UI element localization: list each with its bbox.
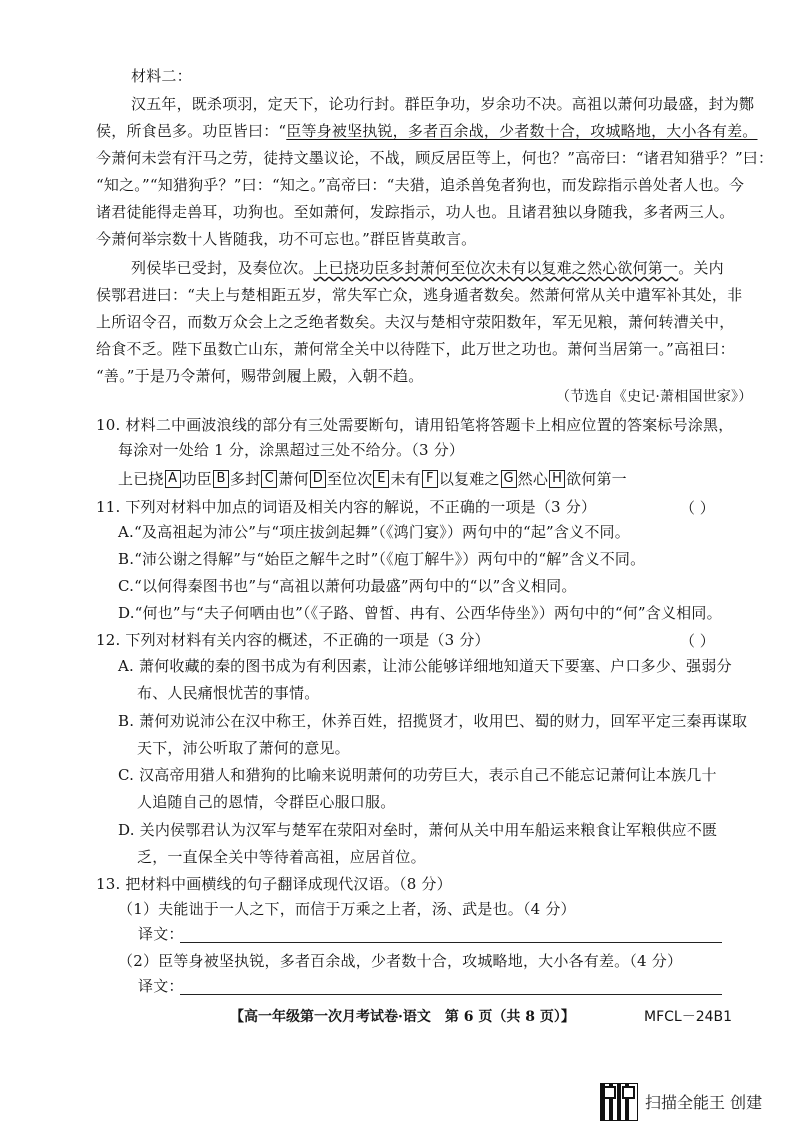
passage-line: 汉五年，既杀项羽，定天下，论功行封。群臣争功，岁余功不决。高祖以萧何功最盛，封为酂 [131,95,755,113]
passage-line: 侯鄂君进曰：“夫上与楚相距五岁，常失军亡众，逃身遁者数矣。然萧何常从关中遣军补其处，非 [96,286,743,304]
q12-option-cont: 乏，一直保全关中等待着高祖，应居首位。 [137,848,426,866]
q10-option-box[interactable]: G [501,470,517,488]
q11-option[interactable]: C.“以何得秦图书也”与“高祖以萧何功最盛”两句中的“以”含义相同。 [118,577,577,595]
page-footer: 【高一年级第一次月考试卷·语文 第 6 页（共 8 页）】 [230,1009,575,1025]
material-heading: 材料二： [131,67,192,85]
q11-option[interactable]: B.“沛公谢之得解”与“始臣之解牛之时”（《庖丁解牛》）两句中的“解”含义不同。 [118,550,646,568]
q11-option[interactable]: D.“何也”与“夫子何哂由也”（《子路、曾皙、冉有、公西华侍坐》）两句中的“何”含义相同。 [118,604,722,622]
passage-text: 侯，所食邑多。功臣皆曰：“ [96,122,287,140]
passage-line: 今萧何未尝有汗马之劳，徒持文墨议论，不战，顾反居臣等上，何也？”高帝曰：“诸君知猎乎？”曰： [96,149,774,167]
q10-segment: 然心 [517,470,549,488]
q10-option-box[interactable]: D [310,470,326,488]
q11-option[interactable]: A.“及高祖起为沛公”与“项庄拔剑起舞”（《鸿门宴》）两句中的“起”含义不同。 [118,523,630,541]
q10-option-box[interactable]: E [373,470,389,488]
q11-stem: 11. 下列对材料中加点的词语及相关内容的解说，不正确的一项是（3 分） [96,498,597,516]
passage-line: “知之。”“知猎狗乎？”曰：“知之。”高帝曰：“夫猎，追杀兽兔者狗也，而发踪指示兽处者人也。今 [96,176,745,194]
q12-option[interactable]: A. 萧何收藏的秦的图书成为有利因素，让沛公能够详细地知道天下要塞、户口多少、强弱分 [118,657,732,675]
q10-segment: 多封 [230,470,261,488]
passage-line: 给食不乏。陛下虽数亡山东，萧何常全关中以待陛下，此万世之功也。萧何当居第一。”高祖曰： [96,340,735,358]
q10-segment: 以复难之 [438,470,500,488]
passage-line: 今萧何举宗数十人皆随我，功不可忘也。”群臣皆莫敢言。 [96,230,477,248]
q10-segment: 上已挠 [118,470,164,488]
q10-segment: 欲何第一 [566,470,627,488]
q12-answer-paren[interactable]: （ ） [680,632,715,650]
q10-option-box[interactable]: F [422,470,438,488]
source-citation: （节选自《史记·萧相国世家》） [556,389,753,405]
q10-option-box[interactable]: C [261,470,277,488]
q12-option-cont: 天下，沛公听取了萧何的意见。 [137,739,350,757]
q13-item: （2）臣等身被坚执锐，多者百余战，少者数十合，攻城略地，大小各有差。（4 分） [118,952,683,970]
passage-line [131,258,724,278]
passage-line: “善。”于是乃令萧何，赐带剑履上殿，入朝不趋。 [96,367,424,385]
q10-sentence [118,469,627,489]
q10-segment: 功臣 [181,470,213,488]
paper-code: MFCL－24B1 [644,1009,733,1025]
q10-stem: 每涂对一处给 1 分，涂黑超过三处不给分。（3 分） [118,441,465,459]
q12-stem: 12. 下列对材料有关内容的概述，不正确的一项是（3 分） [96,631,490,649]
q12-option-cont: 人追随自己的恩情，令群臣心服口服。 [137,793,396,811]
passage-text: 。关内 [678,259,724,277]
qr-code-icon [600,1083,638,1121]
scanner-watermark: 扫描全能王 创建 [645,1093,763,1112]
passage-text: 列侯毕已受封，及奏位次。 [131,259,314,277]
q12-option-cont: 布、人民痛恨忧苦的事情。 [137,684,320,702]
q13-stem: 13. 把材料中画横线的句子翻译成现代汉语。（8 分） [96,875,452,893]
wavy-underlined-sentence: 上已挠功臣多封萧何至位次未有以复难之然心欲何第一 [313,259,679,277]
q10-option-box[interactable]: H [549,470,565,488]
q12-option[interactable]: B. 萧何劝说沛公在汉中称王，休养百姓，招揽贤才，收用巴、蜀的财力，回军平定三秦再谋取 [118,712,748,730]
q13-item: （1）夫能诎于一人之下，而信于万乘之上者，汤、武是也。（4 分） [118,900,576,918]
answer-blank-line[interactable] [180,942,722,943]
q10-option-box[interactable]: A [165,470,181,488]
answer-label: 译文： [138,977,184,995]
passage-line [96,121,758,141]
q12-option[interactable]: D. 关内侯鄂君认为汉军与楚军在荥阳对垒时，萧何从关中用车船运来粮食让军粮供应不匮 [118,821,718,839]
q11-answer-paren[interactable]: （ ） [680,499,715,517]
q10-segment: 萧何 [278,470,309,488]
q10-option-box[interactable]: B [213,470,229,488]
answer-label: 译文： [138,925,184,943]
q10-stem: 10. 材料二中画波浪线的部分有三处需要断句，请用铅笔将答题卡上相应位置的答案标号涂黑， [96,416,734,434]
underlined-sentence: 臣等身被坚执锐，多者百余战，少者数十合，攻城略地，大小各有差。 [286,122,758,140]
q10-segment: 至位次 [326,470,373,488]
passage-line: 诸君徒能得走兽耳，功狗也。至如萧何，发踪指示，功人也。且诸君独以身随我，多者两三人。 [96,203,735,221]
q12-option[interactable]: C. 汉高帝用猎人和猎狗的比喻来说明萧何的功劳巨大，表示自己不能忘记萧何让本族几十 [118,766,717,784]
answer-blank-line[interactable] [180,994,722,995]
q10-segment: 未有 [390,470,421,488]
passage-line: 上所诏令召，而数万众会上之乏绝者数矣。夫汉与楚相守荥阳数年，军无见粮，萧何转漕关中， [96,313,735,331]
